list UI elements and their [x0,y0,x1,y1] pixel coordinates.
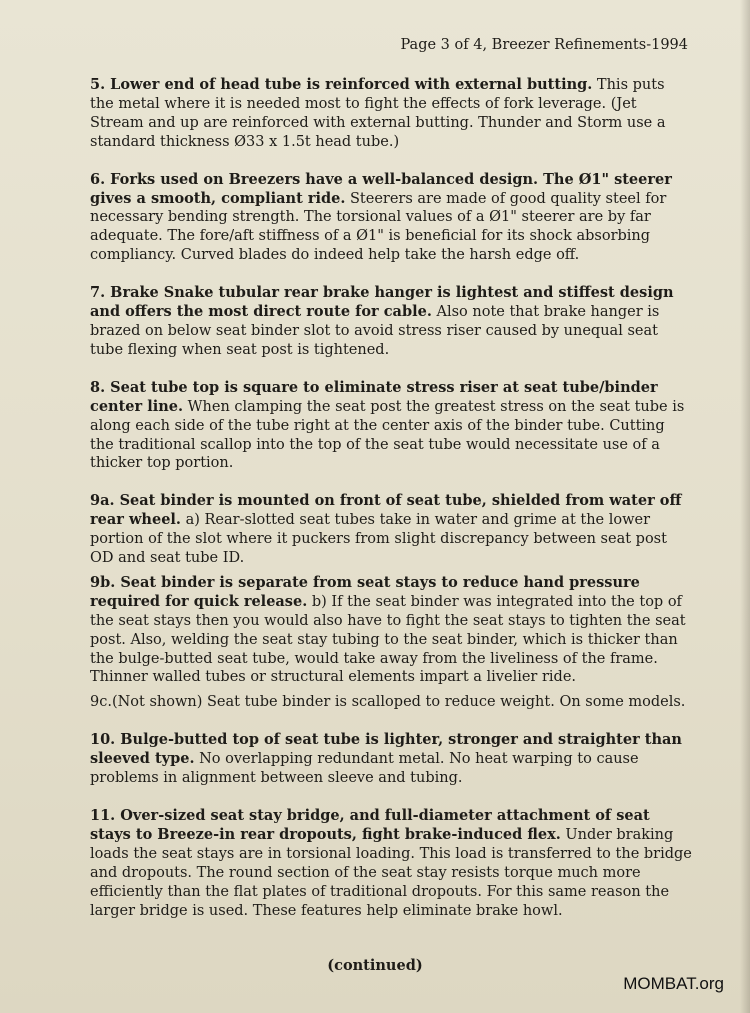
item-8-lead: 8. Seat tube top is square to eliminate stress riser at seat tube/binder center line. [90,378,658,415]
item-5-body: This puts the metal where it is needed most to fight the effects of fork leverage. (Jet Stream and up are reinforced with external butting. Thunder and Storm use a standard thickness Ø33 x 1.5t head tube.) [90,77,666,150]
item-7 [90,284,692,360]
item-8 [90,379,692,474]
item-6-body: Steerers are made of good quality steel for necessary bending strength. The torsional values of a Ø1" steerer are by far adequate. The fore/aft stiffness of a Ø1" is beneficial for its shock absorbing compliancy. Curved blades do indeed help take the harsh edge off. [90,190,667,264]
item-11-lead: 11. Over-sized seat stay bridge, and full-diameter attachment of seat stays to Breeze-in rear dropouts, fight brake-induced flex. [90,807,650,843]
item-5 [90,76,692,152]
item-10-body: No overlapping redundant metal. No heat warping to cause problems in alignment between sleeve and tubing. [90,751,639,787]
item-9a-body: a) Rear-slotted seat tubes take in water and grime at the lower portion of the slot where it puckers from slight discrepancy between seat post OD and seat tube ID. [90,512,667,567]
item-11 [90,807,692,920]
item-9b-lead: 9b. Seat binder is separate from seat stays to reduce hand pressure required for quick release. [90,573,640,610]
continued-label: (continued) [327,957,423,974]
site-watermark: MOMBAT.org [623,974,724,993]
page-edge-shadow [740,0,750,1013]
item-9a-lead: 9a. Seat binder is mounted on front of seat tube, shielded from water off rear wheel. [90,492,682,529]
item-10 [90,731,692,788]
item-10-lead: 10. Bulge-butted top of seat tube is lighter, stronger and straighter than sleeved type. [90,731,682,768]
document-body [90,76,692,920]
item-6 [90,171,692,266]
item-8-body: When clamping the seat post the greatest stress on the seat tube is along each side of the tube right at the center axis of the binder tube. Cutting the traditional scallop into the top of the seat tube would necessitate use of a thicker top portion. [90,398,685,472]
item-9c [90,693,692,712]
item-9b-body: b) If the seat binder was integrated into the top of the seat stays then you would also have to fight the seat stays to tighten the seat post. Also, welding the seat stay tubing to the seat binder, which is thicker than the bulge-butted seat tube, would take away from the liveliness of the frame. Thinner walled tubes or structural elements impart a livelier ride. [90,593,686,686]
item-6-lead: 6. Forks used on Breezers have a well-balanced design. The Ø1" steerer gives a smooth, compliant ride. [90,170,672,207]
item-9c-body: 9c.(Not shown) Seat tube binder is scalloped to reduce weight. On some models. [90,694,686,711]
item-7-body: Also note that brake hanger is brazed on below seat binder slot to avoid stress riser caused by unequal seat tube flexing when seat post is tightened. [90,304,660,358]
item-7-lead: 7. Brake Snake tubular rear brake hanger is lightest and stiffest design and offers the most direct route for cable. [90,284,674,321]
item-9a [90,492,692,568]
item-5-lead: 5. Lower end of head tube is reinforced with external butting. [90,76,593,93]
item-11-body: Under braking loads the seat stays are in torsional loading. This load is transferred to the bridge and dropouts. The round section of the seat stay resists torque much more efficiently than the flat plates of traditional dropouts. For this same reason the larger bridge is used. These features help eliminate brake howl. [90,826,692,919]
page-header: Page 3 of 4, Breezer Refinements-1994 [400,37,688,53]
item-9b [90,574,692,687]
